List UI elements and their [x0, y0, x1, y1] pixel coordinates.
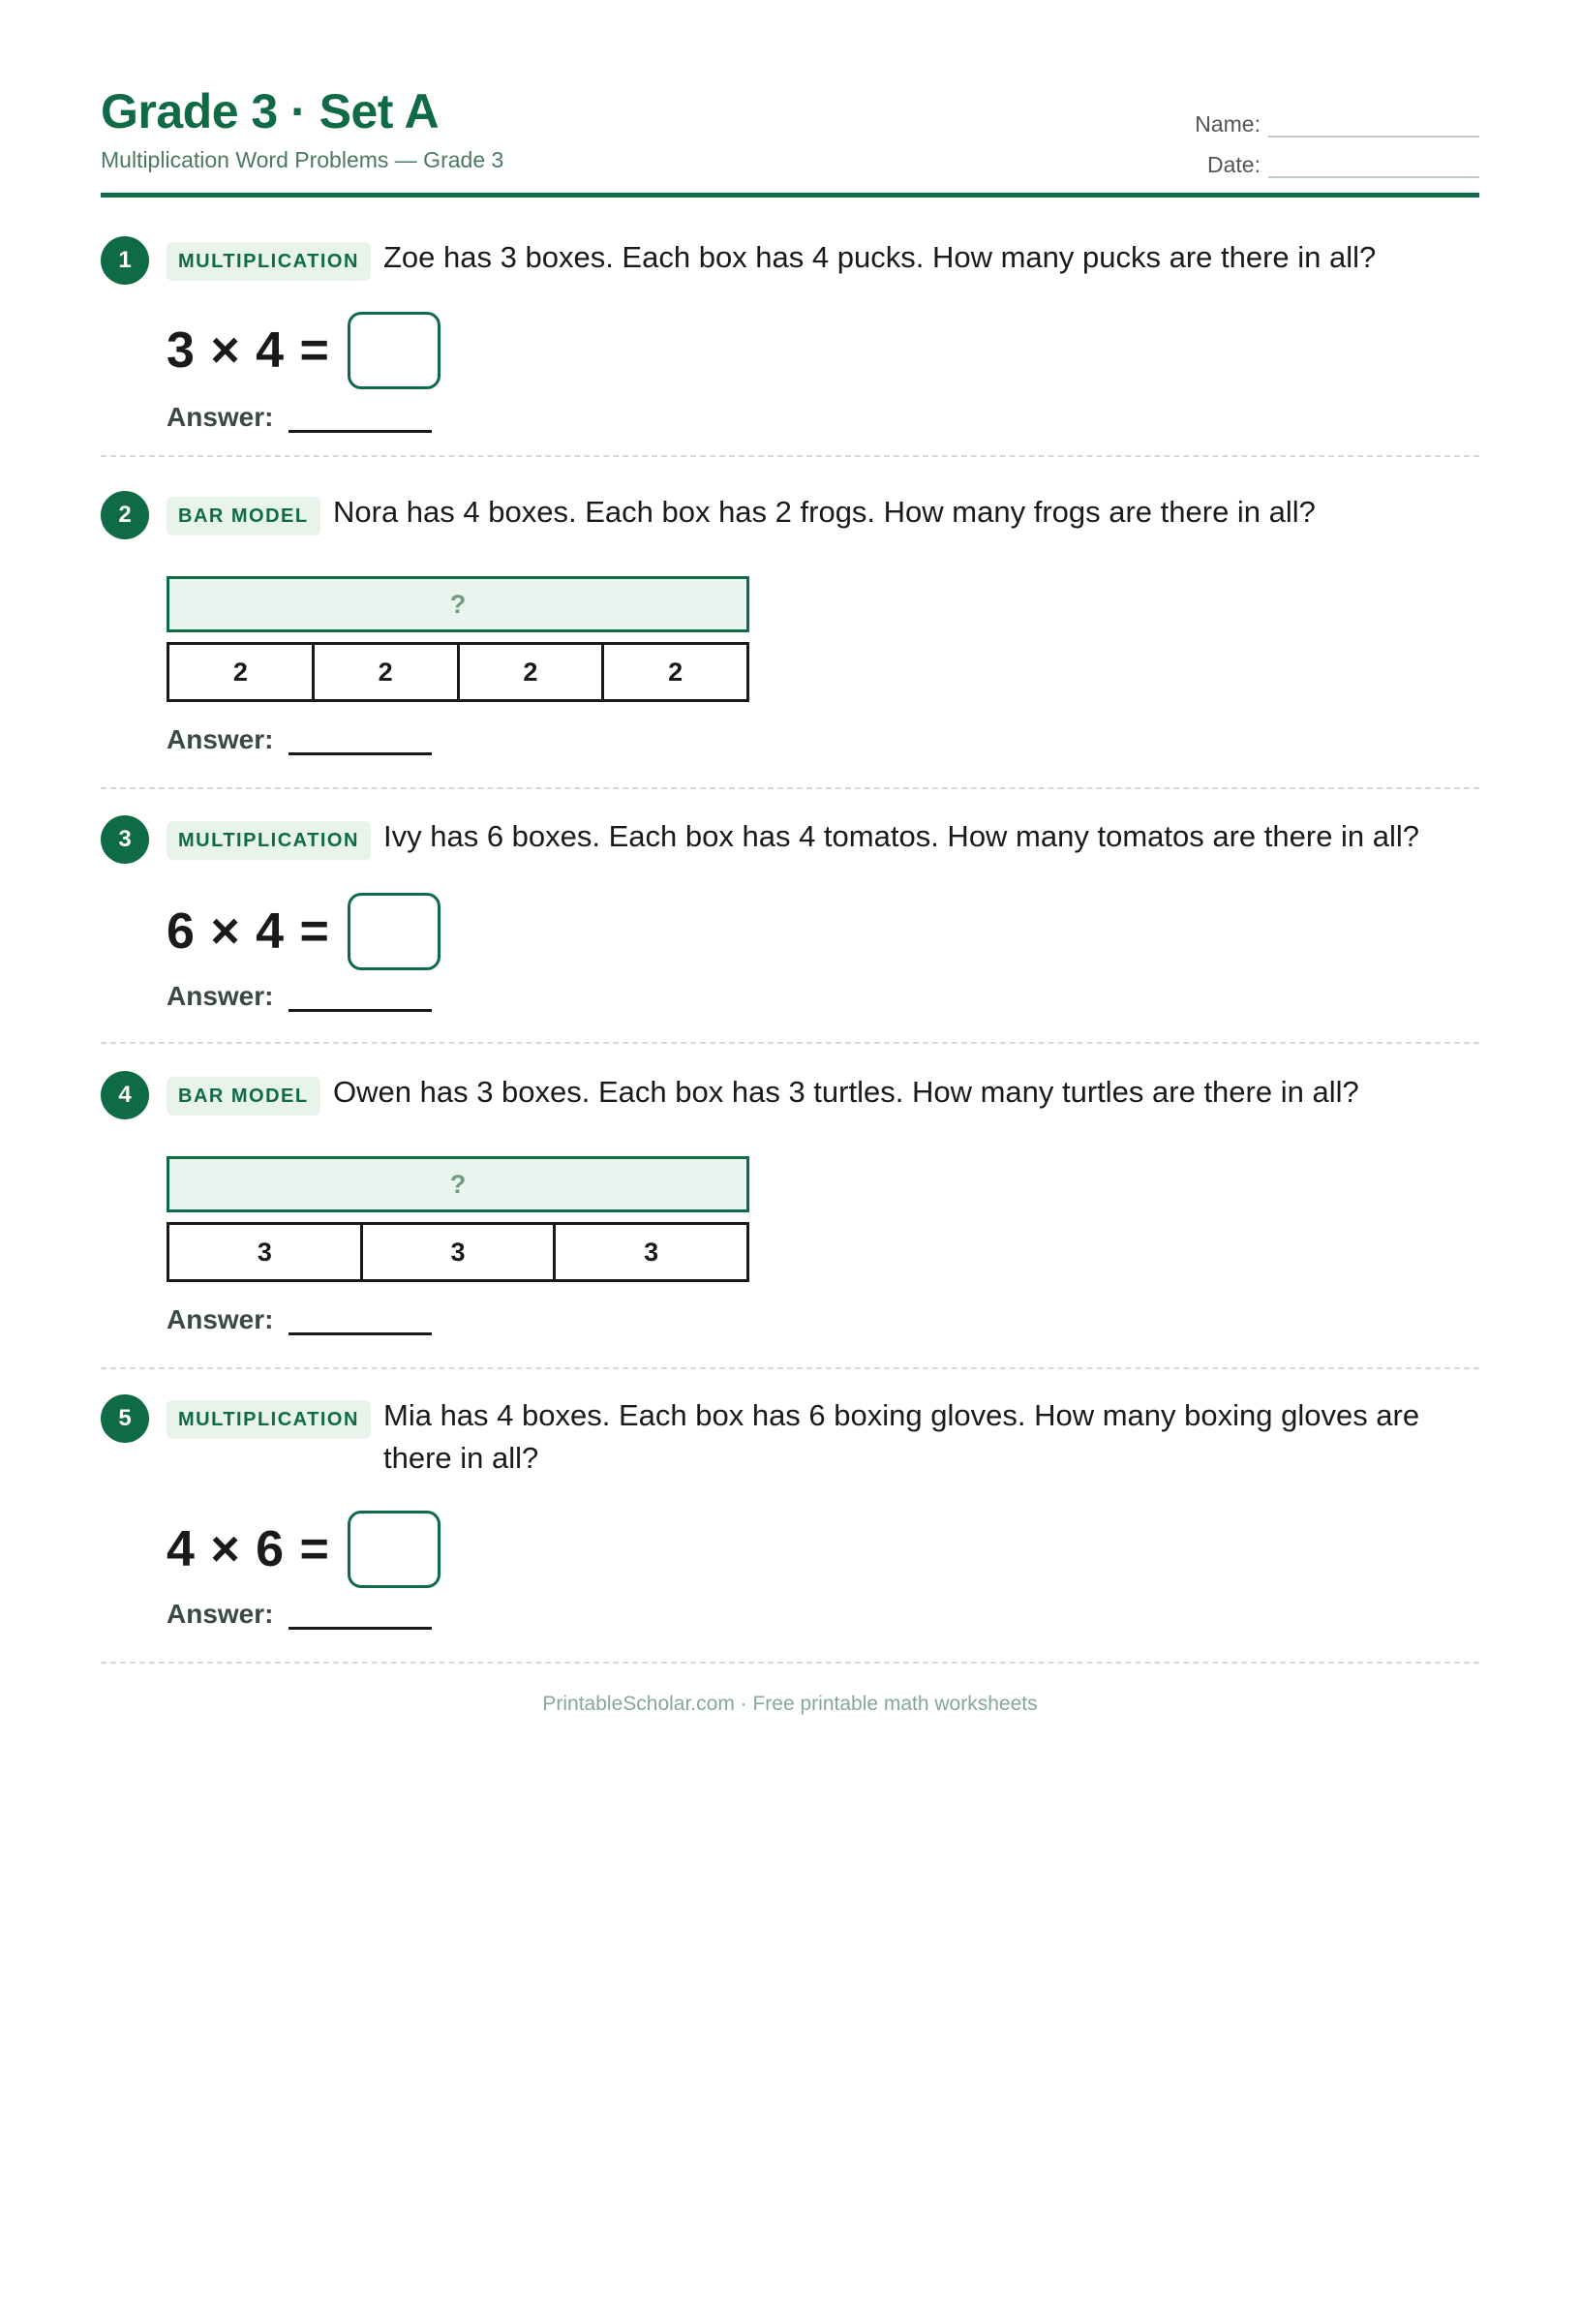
equation: [167, 893, 441, 970]
problem-number: 2: [101, 491, 149, 539]
problem-text: Mia has 4 boxes. Each box has 6 boxing gloves. How many boxing gloves are there in all?: [383, 1398, 1420, 1475]
name-field[interactable]: [1170, 97, 1479, 138]
bar-part: 2: [668, 657, 684, 687]
answer-line[interactable]: [289, 1303, 432, 1335]
bar-part: 3: [644, 1237, 659, 1267]
date-field[interactable]: [1170, 138, 1479, 178]
problem-tag: BAR MODEL: [167, 1077, 320, 1116]
answer-label: Answer:: [167, 1304, 274, 1334]
answer-row: [167, 723, 432, 755]
answer-box[interactable]: [348, 312, 441, 389]
name-line[interactable]: [1268, 108, 1479, 138]
bar-part: 3: [169, 1225, 363, 1279]
bar-model-parts: [167, 642, 749, 702]
problem-tag: MULTIPLICATION: [167, 1400, 371, 1439]
problem-tag: MULTIPLICATION: [167, 242, 371, 281]
problem-3: [101, 815, 1479, 1044]
equation: [167, 312, 441, 389]
footer-credit: PrintableScholar.com · Free printable math worksheets: [542, 1693, 1038, 1715]
bar-model-parts: [167, 1222, 749, 1282]
bar-part: 2: [460, 645, 605, 699]
problem-text: Zoe has 3 boxes. Each box has 4 pucks. How many pucks are there in all?: [383, 240, 1377, 274]
bar-part: 2: [315, 645, 460, 699]
date-label: Date:: [1207, 152, 1261, 177]
worksheet-subtitle: Multiplication Word Problems — Grade 3: [101, 147, 504, 172]
answer-label: Answer:: [167, 402, 274, 432]
answer-label: Answer:: [167, 981, 274, 1011]
bar-model-total: ?: [167, 1156, 749, 1212]
answer-row: [167, 1598, 432, 1630]
answer-row: [167, 1303, 432, 1335]
equation-text: 3 × 4 =: [167, 322, 330, 379]
problem-number: 5: [101, 1394, 149, 1443]
problem-tag: BAR MODEL: [167, 497, 320, 535]
problem-text: Ivy has 6 boxes. Each box has 4 tomatos. How many tomatos are there in all?: [383, 819, 1420, 853]
problem-5: [101, 1394, 1479, 1664]
answer-box[interactable]: [348, 1511, 441, 1588]
bar-model-total: ?: [167, 576, 749, 632]
answer-label: Answer:: [167, 1599, 274, 1629]
problem-1: [101, 236, 1479, 457]
answer-row: [167, 980, 432, 1012]
problem-number: 4: [101, 1071, 149, 1119]
answer-line[interactable]: [289, 401, 432, 433]
answer-box[interactable]: [348, 893, 441, 970]
date-line[interactable]: [1268, 149, 1479, 178]
bar-part: 2: [169, 645, 315, 699]
answer-row: [167, 401, 432, 433]
header-divider: [101, 193, 1479, 198]
worksheet-header: [101, 83, 1479, 199]
student-fields: [1170, 97, 1479, 178]
problem-text: Owen has 3 boxes. Each box has 3 turtles. How many turtles are there in all?: [333, 1075, 1359, 1109]
problem-2: [101, 491, 1479, 789]
problem-number: 1: [101, 236, 149, 285]
problem-4: [101, 1071, 1479, 1369]
problem-number: 3: [101, 815, 149, 864]
answer-line[interactable]: [289, 1598, 432, 1630]
name-label: Name:: [1195, 111, 1261, 137]
answer-line[interactable]: [289, 980, 432, 1012]
problem-text: Nora has 4 boxes. Each box has 2 frogs. How many frogs are there in all?: [333, 495, 1316, 529]
answer-line[interactable]: [289, 723, 432, 755]
problem-tag: MULTIPLICATION: [167, 821, 371, 860]
answer-label: Answer:: [167, 724, 274, 754]
equation-text: 4 × 6 =: [167, 1521, 330, 1577]
worksheet-title: Grade 3 · Set A: [101, 84, 440, 138]
equation: [167, 1511, 441, 1588]
equation-text: 6 × 4 =: [167, 903, 330, 960]
bar-part: 3: [363, 1225, 557, 1279]
